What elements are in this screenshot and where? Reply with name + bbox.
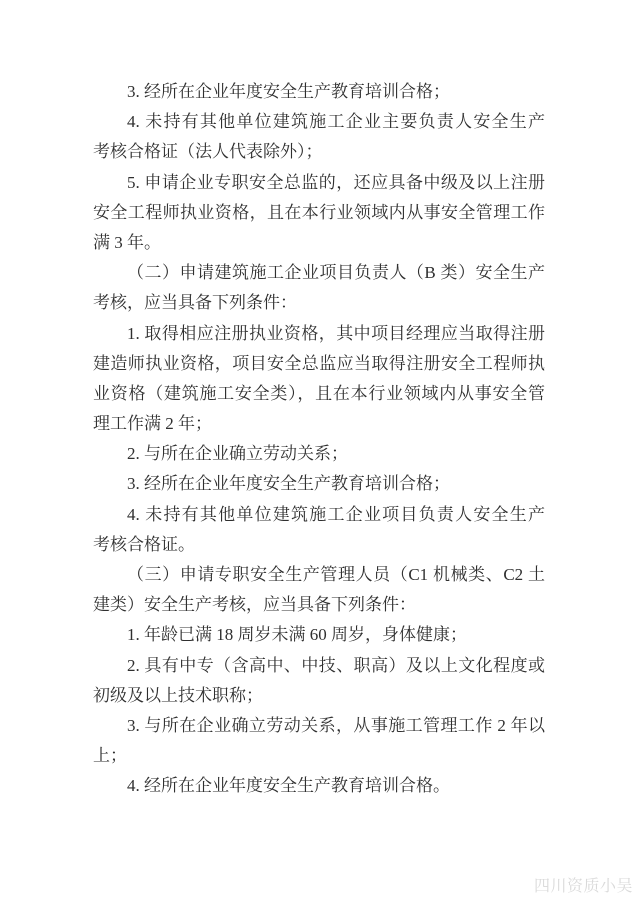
text-line: 初级及以上技术职称；: [93, 685, 263, 705]
text-line: 2. 与所在企业确立劳动关系；: [127, 444, 348, 464]
text-line: 考核合格证。: [93, 534, 195, 554]
text-line: （二）申请建筑施工企业项目负责人（B 类）安全生产: [127, 263, 545, 283]
text-line: 5. 申请企业专职安全总监的，还应具备中级及以上注册: [127, 172, 545, 192]
text-line: 3. 与所在企业确立劳动关系，从事施工管理工作 2 年以: [127, 715, 545, 735]
text-line: 2. 具有中专（含高中、中技、职高）及以上文化程度或: [127, 655, 545, 675]
text-line: 1. 年龄已满 18 周岁未满 60 周岁，身体健康；: [127, 625, 467, 645]
text-line: 建类）安全生产考核，应当具备下列条件：: [93, 595, 416, 615]
text-line: 上；: [93, 746, 127, 766]
text-line: 4. 未持有其他单位建筑施工企业项目负责人安全生产: [127, 504, 545, 524]
text-line: （三）申请专职安全生产管理人员（C1 机械类、C2 土: [127, 565, 545, 584]
text-line: 建造师执业资格，项目安全总监应当取得注册安全工程师执: [93, 353, 545, 373]
text-line: 业资格（建筑施工安全类），且在本行业领域内从事安全管: [93, 383, 545, 403]
text-line: 理工作满 2 年；: [93, 414, 212, 434]
text-line: 满 3 年。: [93, 232, 161, 252]
text-line: 考核，应当具备下列条件：: [93, 293, 297, 313]
watermark-text: 四川资质小吴: [533, 878, 633, 895]
text-line: 4. 经所在企业年度安全生产教育培训合格。: [127, 776, 450, 796]
document-body: [93, 77, 545, 802]
text-line: 3. 经所在企业年度安全生产教育培训合格；: [127, 474, 450, 494]
text-line: 安全工程师执业资格，且在本行业领域内从事安全管理工作: [93, 202, 545, 222]
text-line: 考核合格证（法人代表除外）；: [93, 142, 323, 162]
text-line: 4. 未持有其他单位建筑施工企业主要负责人安全生产: [127, 112, 545, 132]
text-line: 3. 经所在企业年度安全生产教育培训合格；: [127, 82, 450, 101]
text-line: 1. 取得相应注册执业资格，其中项目经理应当取得注册: [127, 323, 545, 343]
